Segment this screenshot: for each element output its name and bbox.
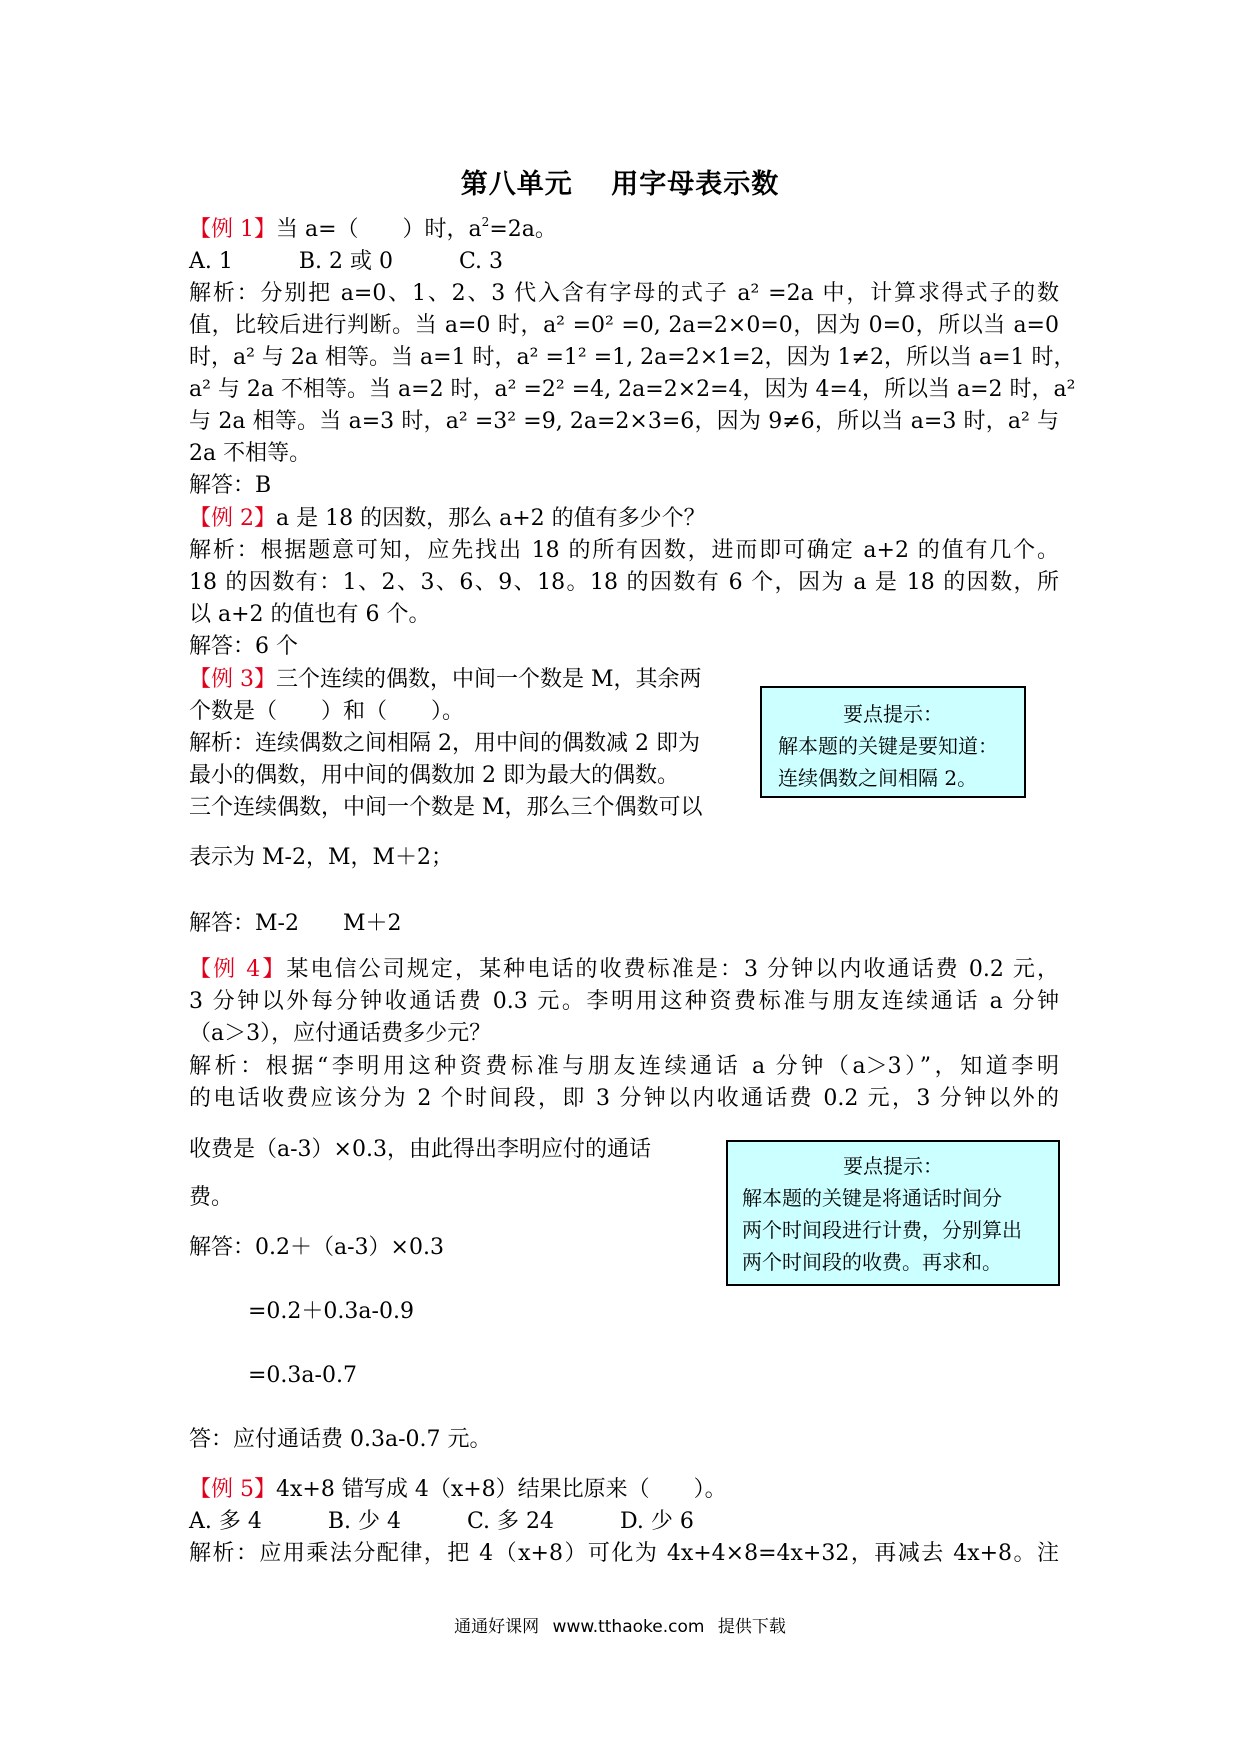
ex3-answer: 解答：M-2 M＋2 <box>189 911 402 936</box>
unit-label: 第八单元 <box>460 169 573 200</box>
tip-text: 两个时间段进行计费，分别算出 <box>742 1218 1022 1242</box>
tip-text: 解本题的关键是要知道： <box>778 734 998 758</box>
unit-topic: 用字母表示数 <box>611 169 780 200</box>
ex1-analysis-line: 解析：分别把 a=0、1、2、3 代入含有字母的式子 a² =2a 中，计算求得式子的数 <box>189 281 1059 306</box>
ex1-question: 【例 1】当 a=（ ）时，$a^2=2a$。 <box>189 215 557 242</box>
ex3-question-line: 个数是（ ）和（ ）。 <box>189 699 465 724</box>
page-title <box>0 162 1240 201</box>
ex5-analysis-line: 解析：应用乘法分配律，把 4（x+8）可化为 4x+4×8=4x+32，再减去 4x+8。注 <box>189 1541 1059 1566</box>
ex5-tag: 【例 5】 <box>189 1477 276 1502</box>
ex4-solution-step: 解答：0.2＋（a-3）×0.3 <box>189 1235 444 1260</box>
footer-site: 通通好课网 <box>454 1617 540 1637</box>
ex1-analysis-line: 值，比较后进行判断。当 a=0 时，a² =0² =0, 2a=2×0=0，因为 0=0，所以当 a=0 <box>189 313 1059 338</box>
ex5-question: 【例 5】4x+8 错写成 4（x+8）结果比原来（ ）。 <box>189 1477 727 1502</box>
ex4-question-line: 3 分钟以外每分钟收通话费 0.3 元。李明用这种资费标准与朋友连续通话 a 分钟 <box>189 989 1059 1014</box>
footer-note: 提供下载 <box>717 1617 786 1637</box>
ex4-tip-box <box>726 1140 1060 1286</box>
ex5-options: A. 多 4 B. 少 4 C. 多 24 D. 少 6 <box>189 1509 694 1534</box>
ex2-tag: 【例 2】 <box>189 506 276 531</box>
ex1-options: A. 1 B. 2 或 0 C. 3 <box>189 249 504 274</box>
ex4-solution-step: =0.3a-0.7 <box>248 1363 357 1388</box>
tip-text: 连续偶数之间相隔 2。 <box>778 766 978 790</box>
ex4-tag: 【例 4】 <box>189 957 287 982</box>
ex3-analysis-line: 表示为 M-2，M，M＋2； <box>189 845 454 870</box>
ex3-analysis-line: 最小的偶数，用中间的偶数加 2 即为最大的偶数。 <box>189 763 679 788</box>
ex4-solution-step: =0.2＋0.3a-0.9 <box>248 1299 414 1324</box>
ex2-question: 【例 2】a 是 18 的因数，那么 a+2 的值有多少个？ <box>189 506 706 531</box>
ex4-question: 【例 4】某电信公司规定，某种电话的收费标准是：3 分钟以内收通话费 0.2 元， <box>189 957 1059 982</box>
ex1-analysis-line: a² 与 2a 不相等。当 a=2 时，a² =2² =4, 2a=2×2=4，因为 4=4，所以当 a=2 时，a² <box>189 377 1076 402</box>
ex2-analysis-line: 解析：根据题意可知，应先找出 18 的所有因数，进而即可确定 a+2 的值有几个。 <box>189 538 1059 563</box>
ex3-tip-box <box>760 686 1026 798</box>
ex4-final-answer: 答：应付通话费 0.3a-0.7 元。 <box>189 1427 492 1452</box>
tip-title: 要点提示： <box>843 1154 943 1178</box>
ex2-analysis-line: 18 的因数有：1、2、3、6、9、18。18 的因数有 6 个，因为 a 是 18 的因数，所 <box>189 570 1059 595</box>
tip-text: 两个时间段的收费。再求和。 <box>742 1250 1002 1274</box>
ex3-tag: 【例 3】 <box>189 667 276 692</box>
ex1-analysis-line: 时，a² 与 2a 相等。当 a=1 时，a² =1² =1, 2a=2×1=2，因为 1≠2，所以当 a=1 时， <box>189 345 1076 370</box>
ex1-answer: 解答：B <box>189 473 272 498</box>
ex2-analysis-line: 以 a+2 的值也有 6 个。 <box>189 602 431 627</box>
ex1-tag: 【例 1】 <box>189 217 276 242</box>
ex4-analysis-line: 解析：根据“李明用这种资费标准与朋友连续通话 a 分钟（a＞3）”，知道李明 <box>189 1054 1059 1079</box>
ex4-analysis-line: 收费是（a-3）×0.3，由此得出李明应付的通话 <box>189 1137 651 1162</box>
page-footer <box>0 1612 1240 1637</box>
ex1-analysis-line: 2a 不相等。 <box>189 441 312 466</box>
tip-text: 解本题的关键是将通话时间分 <box>742 1186 1002 1210</box>
ex4-analysis-line: 费。 <box>189 1185 234 1210</box>
ex2-answer: 解答：6 个 <box>189 634 298 659</box>
ex3-analysis-line: 三个连续偶数，中间一个数是 M，那么三个偶数可以 <box>189 795 703 820</box>
footer-url: www.tthaoke.com <box>552 1617 705 1637</box>
ex3-analysis-line: 解析：连续偶数之间相隔 2，用中间的偶数减 2 即为 <box>189 731 700 756</box>
ex3-question: 【例 3】三个连续的偶数，中间一个数是 M，其余两 <box>189 667 702 692</box>
ex4-analysis-line: 的电话收费应该分为 2 个时间段，即 3 分钟以内收通话费 0.2 元，3 分钟以外的 <box>189 1086 1059 1111</box>
ex4-question-line: （a＞3），应付通话费多少元？ <box>189 1021 492 1046</box>
tip-title: 要点提示： <box>843 702 943 726</box>
ex1-analysis-line: 与 2a 相等。当 a=3 时，a² =3² =9, 2a=2×3=6，因为 9≠6，所以当 a=3 时，a² 与 <box>189 409 1059 434</box>
